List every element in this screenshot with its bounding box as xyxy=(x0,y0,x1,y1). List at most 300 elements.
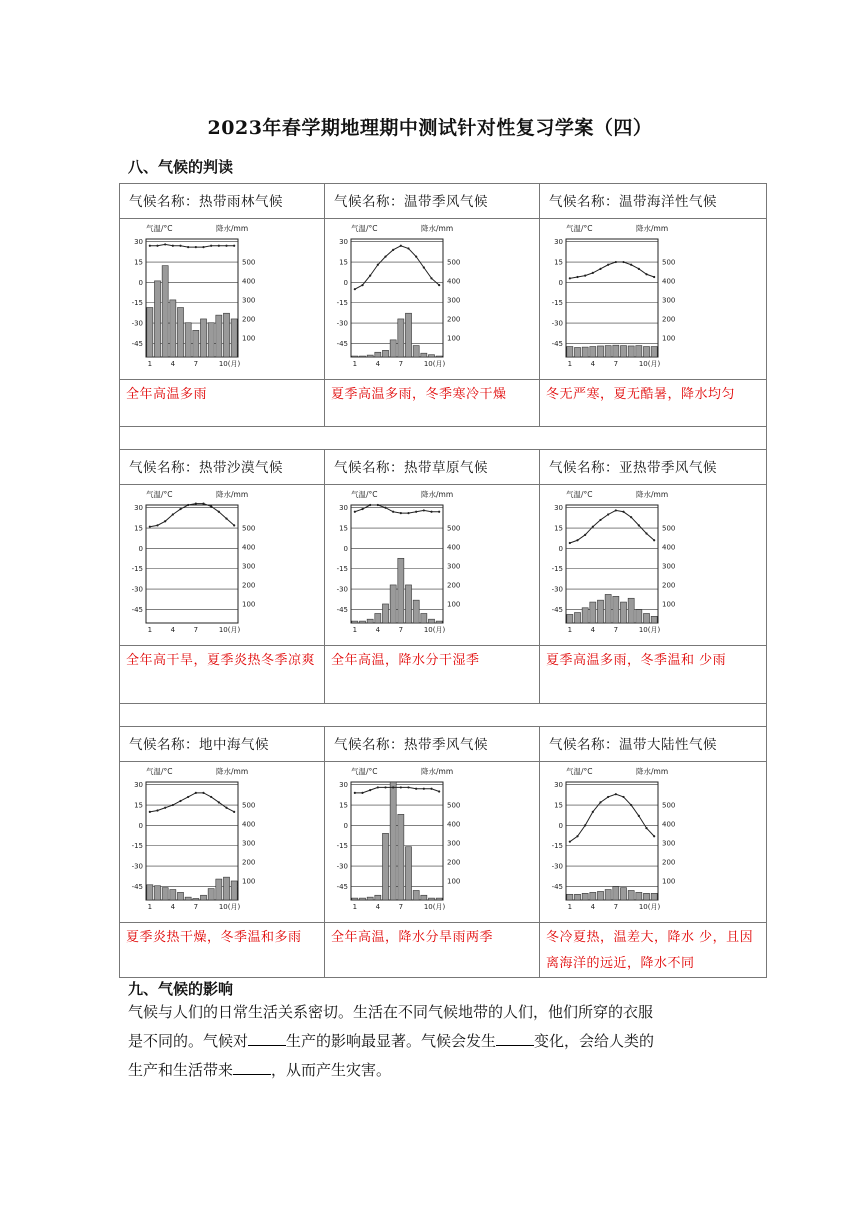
precip-bar xyxy=(590,602,596,623)
temperature-point xyxy=(179,800,181,802)
precip-tick-label: 100 xyxy=(447,600,461,609)
precip-tick-label: 400 xyxy=(447,277,461,286)
plot-frame xyxy=(351,239,443,357)
climograph xyxy=(325,762,525,912)
temp-tick-label: -15 xyxy=(551,842,563,851)
precip-bar xyxy=(567,614,573,623)
temperature-point xyxy=(430,277,432,279)
month-tick-label: 7 xyxy=(613,626,619,634)
temperature-point xyxy=(400,786,402,788)
temperature-point xyxy=(164,807,166,809)
precip-bar xyxy=(636,610,642,623)
precip-tick-label: 100 xyxy=(662,600,676,609)
precip-bar xyxy=(170,890,176,900)
precip-bar xyxy=(382,350,388,357)
temperature-point xyxy=(653,276,655,278)
blank-3[interactable] xyxy=(233,1060,271,1075)
precip-bar xyxy=(421,613,427,623)
month-tick-label: 4 xyxy=(375,360,381,368)
precip-axis-label: 降水/mm xyxy=(636,224,669,233)
climate-chart-cell xyxy=(325,219,540,380)
temperature-point xyxy=(361,792,363,794)
precip-tick-label: 500 xyxy=(662,524,676,533)
climograph xyxy=(540,219,740,369)
precip-bar xyxy=(231,881,237,900)
temperature-point xyxy=(615,509,617,511)
climate-name: 气候名称：亚热带季风气候 xyxy=(540,450,767,485)
temperature-point xyxy=(400,512,402,514)
temp-axis-label: 气温/°C xyxy=(351,767,378,776)
temperature-point xyxy=(423,509,425,511)
temperature-point xyxy=(202,246,204,248)
precip-bar xyxy=(413,600,419,623)
temperature-point xyxy=(369,275,371,277)
section-heading-climate-impact: 九、气候的影响 xyxy=(128,980,234,998)
precip-bar xyxy=(398,319,404,357)
precip-bar xyxy=(231,319,237,357)
month-tick-label: 10(月) xyxy=(638,903,661,911)
climate-description: 全年高温多雨 xyxy=(120,380,325,427)
temperature-point xyxy=(407,786,409,788)
temperature-point xyxy=(607,513,609,515)
precip-tick-label: 100 xyxy=(662,877,676,886)
precip-tick-label: 100 xyxy=(242,877,256,886)
climate-chart-cell xyxy=(120,485,325,646)
temp-tick-label: 30 xyxy=(554,781,563,790)
precip-tick-label: 500 xyxy=(242,801,256,810)
climograph xyxy=(120,762,320,912)
temperature-point xyxy=(645,273,647,275)
temperature-point xyxy=(225,807,227,809)
precip-bar xyxy=(382,604,388,623)
temp-tick-label: -15 xyxy=(336,565,348,574)
precip-tick-label: 400 xyxy=(242,277,256,286)
precip-tick-label: 400 xyxy=(242,820,256,829)
month-tick-label: 10(月) xyxy=(423,903,446,911)
month-tick-label: 4 xyxy=(170,360,176,368)
climate-description: 夏季炎热干燥，冬季温和多雨 xyxy=(120,923,325,978)
temp-tick-label: -30 xyxy=(551,862,563,871)
climograph xyxy=(120,219,320,369)
precip-bar xyxy=(628,346,634,357)
precip-tick-label: 400 xyxy=(662,277,676,286)
temp-tick-label: -15 xyxy=(551,299,563,308)
temp-tick-label: -30 xyxy=(551,585,563,594)
precip-bar xyxy=(590,892,596,900)
climate-chart-cell xyxy=(540,219,767,380)
temp-tick-label: -15 xyxy=(336,299,348,308)
temperature-point xyxy=(592,272,594,274)
temperature-point xyxy=(423,788,425,790)
precip-tick-label: 300 xyxy=(447,562,461,571)
temperature-point xyxy=(384,507,386,509)
temp-tick-label: -45 xyxy=(131,882,143,891)
temp-tick-label: 15 xyxy=(554,524,563,533)
temp-tick-label: 0 xyxy=(343,544,348,553)
precip-bar xyxy=(208,323,214,357)
temp-tick-label: 30 xyxy=(339,781,348,790)
temperature-point xyxy=(599,801,601,803)
precip-axis-label: 降水/mm xyxy=(216,767,249,776)
precip-bar xyxy=(193,898,199,900)
temperature-point xyxy=(415,788,417,790)
month-tick-label: 1 xyxy=(352,626,358,634)
precip-bar xyxy=(620,602,626,623)
month-tick-label: 1 xyxy=(567,903,573,911)
precip-bar xyxy=(405,847,411,900)
temperature-point xyxy=(195,503,197,505)
blank-2[interactable] xyxy=(496,1031,534,1046)
temp-tick-label: -45 xyxy=(551,339,563,348)
precip-bar xyxy=(170,300,176,357)
month-tick-label: 10(月) xyxy=(423,360,446,368)
temp-tick-label: 0 xyxy=(558,821,563,830)
precip-bar xyxy=(597,600,603,623)
temp-tick-label: -45 xyxy=(336,339,348,348)
temp-tick-label: -45 xyxy=(131,339,143,348)
precip-bar xyxy=(643,347,649,357)
climate-name: 气候名称：温带季风气候 xyxy=(325,184,540,219)
temp-tick-label: -15 xyxy=(131,299,143,308)
spacer-row xyxy=(120,427,767,450)
precip-bar xyxy=(636,892,642,900)
precip-bar xyxy=(643,893,649,900)
temp-tick-label: -30 xyxy=(131,319,143,328)
temperature-point xyxy=(392,249,394,251)
temperature-point xyxy=(187,796,189,798)
precip-bar xyxy=(162,266,168,357)
temperature-point xyxy=(438,790,440,792)
precip-bar xyxy=(367,897,373,900)
temperature-line xyxy=(150,504,234,527)
temperature-point xyxy=(156,524,158,526)
precip-bar xyxy=(574,347,580,357)
precip-bar xyxy=(154,281,160,357)
temperature-point xyxy=(415,256,417,258)
month-tick-label: 1 xyxy=(567,360,573,368)
precip-tick-label: 200 xyxy=(447,315,461,324)
plot-frame xyxy=(566,505,658,623)
precip-bar xyxy=(382,833,388,900)
climate-chart-cell xyxy=(120,219,325,380)
precip-bar xyxy=(405,313,411,357)
temperature-point xyxy=(164,520,166,522)
precip-bar xyxy=(620,888,626,900)
temperature-point xyxy=(599,268,601,270)
precip-axis-label: 降水/mm xyxy=(636,490,669,499)
temperature-point xyxy=(210,796,212,798)
temperature-point xyxy=(638,268,640,270)
climate-name: 气候名称：热带雨林气候 xyxy=(120,184,325,219)
temperature-point xyxy=(607,796,609,798)
precip-bar xyxy=(352,356,358,357)
climate-table xyxy=(119,183,767,978)
precip-tick-label: 100 xyxy=(447,877,461,886)
climate-description: 全年高温，降水分干湿季 xyxy=(325,646,540,704)
precip-bar xyxy=(216,315,222,357)
temperature-point xyxy=(149,811,151,813)
month-tick-label: 10(月) xyxy=(423,626,446,634)
temperature-point xyxy=(218,511,220,513)
temp-axis-label: 气温/°C xyxy=(351,224,378,233)
temperature-point xyxy=(172,513,174,515)
temperature-point xyxy=(630,804,632,806)
climate-description: 冬无严寒，夏无酷暑，降水均匀 xyxy=(540,380,767,427)
precip-tick-label: 300 xyxy=(242,296,256,305)
precip-bar xyxy=(185,323,191,357)
temperature-point xyxy=(354,511,356,513)
temperature-point xyxy=(584,534,586,536)
precip-bar xyxy=(200,319,206,357)
temperature-point xyxy=(187,246,189,248)
month-tick-label: 4 xyxy=(170,626,176,634)
temperature-point xyxy=(392,511,394,513)
temperature-point xyxy=(569,277,571,279)
precip-tick-label: 500 xyxy=(447,524,461,533)
temperature-line xyxy=(355,787,439,792)
precip-bar xyxy=(597,891,603,900)
temperature-point xyxy=(361,508,363,510)
temp-tick-label: 30 xyxy=(554,504,563,513)
plot-frame xyxy=(146,505,238,623)
precip-bar xyxy=(567,894,573,900)
precip-bar xyxy=(208,889,214,900)
temperature-line xyxy=(570,794,654,841)
precip-bar xyxy=(613,596,619,623)
temperature-point xyxy=(179,245,181,247)
temp-tick-label: 30 xyxy=(134,781,143,790)
temperature-line xyxy=(570,262,654,278)
precip-bar xyxy=(177,308,183,357)
temperature-point xyxy=(653,835,655,837)
precip-bar xyxy=(147,308,153,357)
temperature-point xyxy=(576,276,578,278)
precip-bar xyxy=(436,356,442,357)
blank-1[interactable] xyxy=(248,1031,286,1046)
temperature-point xyxy=(233,811,235,813)
precip-tick-label: 200 xyxy=(242,315,256,324)
precip-tick-label: 200 xyxy=(447,581,461,590)
climate-name: 气候名称：温带大陆性气候 xyxy=(540,727,767,762)
temperature-point xyxy=(569,542,571,544)
temp-tick-label: -30 xyxy=(131,585,143,594)
month-tick-label: 10(月) xyxy=(638,626,661,634)
precip-bar xyxy=(375,613,381,623)
precip-tick-label: 200 xyxy=(242,581,256,590)
precip-bar xyxy=(605,594,611,623)
climate-chart-cell xyxy=(540,762,767,923)
temperature-point xyxy=(354,288,356,290)
temp-tick-label: -45 xyxy=(551,882,563,891)
temperature-point xyxy=(392,786,394,788)
month-tick-label: 1 xyxy=(147,903,153,911)
precip-bar xyxy=(605,890,611,900)
precip-bar xyxy=(193,330,199,357)
precip-bar xyxy=(597,346,603,357)
temp-tick-label: -45 xyxy=(131,605,143,614)
temperature-line xyxy=(150,793,234,812)
precip-bar xyxy=(185,897,191,900)
precip-tick-label: 500 xyxy=(662,801,676,810)
precip-tick-label: 200 xyxy=(242,858,256,867)
plot-frame xyxy=(351,505,443,623)
temperature-point xyxy=(202,792,204,794)
precip-tick-label: 300 xyxy=(662,839,676,848)
temp-tick-label: 15 xyxy=(339,801,348,810)
temperature-point xyxy=(225,517,227,519)
temp-tick-label: -30 xyxy=(336,319,348,328)
precip-bar xyxy=(643,613,649,623)
climate-chart-cell xyxy=(325,485,540,646)
temperature-point xyxy=(354,792,356,794)
precip-bar xyxy=(359,621,365,623)
precip-tick-label: 100 xyxy=(242,334,256,343)
temperature-point xyxy=(438,511,440,513)
precip-tick-label: 200 xyxy=(662,858,676,867)
precip-bar xyxy=(605,346,611,357)
temperature-point xyxy=(233,245,235,247)
precip-bar xyxy=(216,879,222,900)
temp-tick-label: -45 xyxy=(551,605,563,614)
precip-bar xyxy=(421,353,427,357)
precip-tick-label: 300 xyxy=(447,839,461,848)
month-tick-label: 10(月) xyxy=(218,626,241,634)
temp-axis-label: 气温/°C xyxy=(146,490,173,499)
temperature-point xyxy=(430,788,432,790)
temperature-point xyxy=(599,519,601,521)
temp-axis-label: 气温/°C xyxy=(566,490,593,499)
temp-tick-label: 30 xyxy=(339,504,348,513)
precip-bar xyxy=(613,345,619,357)
precip-tick-label: 100 xyxy=(447,334,461,343)
precip-tick-label: 400 xyxy=(242,543,256,552)
temperature-line xyxy=(570,510,654,543)
month-tick-label: 1 xyxy=(147,626,153,634)
temperature-point xyxy=(638,524,640,526)
precip-bar xyxy=(352,898,358,900)
month-tick-label: 4 xyxy=(170,903,176,911)
temperature-point xyxy=(225,245,227,247)
precip-axis-label: 降水/mm xyxy=(216,224,249,233)
precip-bar xyxy=(628,890,634,900)
climograph xyxy=(325,219,525,369)
month-tick-label: 1 xyxy=(352,360,358,368)
precip-bar xyxy=(574,613,580,623)
temp-tick-label: 0 xyxy=(138,821,143,830)
precip-bar xyxy=(436,898,442,900)
temperature-point xyxy=(607,264,609,266)
temperature-point xyxy=(622,261,624,263)
temperature-point xyxy=(630,264,632,266)
precip-bar xyxy=(574,894,580,900)
plot-frame xyxy=(351,782,443,900)
precip-tick-label: 100 xyxy=(662,334,676,343)
para-line-1: 气候与人们的日常生活关系密切。生活在不同气候地带的人们，他们所穿的衣服 xyxy=(128,1003,654,1021)
temp-tick-label: 0 xyxy=(343,821,348,830)
temperature-point xyxy=(438,284,440,286)
temperature-point xyxy=(195,792,197,794)
month-tick-label: 7 xyxy=(398,903,404,911)
precip-tick-label: 400 xyxy=(447,820,461,829)
temperature-point xyxy=(210,505,212,507)
month-tick-label: 7 xyxy=(193,360,199,368)
temp-tick-label: 15 xyxy=(134,258,143,267)
climate-description: 夏季高温多雨，冬季寒冷干燥 xyxy=(325,380,540,427)
temperature-point xyxy=(576,539,578,541)
temperature-line xyxy=(150,244,234,247)
temperature-point xyxy=(622,511,624,513)
temp-tick-label: 15 xyxy=(339,258,348,267)
precip-tick-label: 300 xyxy=(662,296,676,305)
temp-axis-label: 气温/°C xyxy=(146,767,173,776)
temperature-point xyxy=(233,524,235,526)
section-heading-climate-reading: 八、气候的判读 xyxy=(128,158,234,176)
temperature-point xyxy=(653,539,655,541)
climograph xyxy=(325,485,525,635)
temperature-point xyxy=(569,841,571,843)
temperature-line xyxy=(355,505,439,513)
precip-bar xyxy=(390,585,396,623)
precip-bar xyxy=(375,352,381,357)
temperature-point xyxy=(187,504,189,506)
precip-bar xyxy=(436,621,442,623)
precip-bar xyxy=(177,892,183,900)
precip-tick-label: 500 xyxy=(242,524,256,533)
temperature-point xyxy=(149,245,151,247)
temp-tick-label: -30 xyxy=(131,862,143,871)
month-tick-label: 7 xyxy=(193,903,199,911)
climograph xyxy=(120,485,320,635)
temp-tick-label: 15 xyxy=(134,524,143,533)
temp-tick-label: 30 xyxy=(339,238,348,247)
temperature-point xyxy=(361,284,363,286)
temperature-point xyxy=(172,245,174,247)
temp-tick-label: -45 xyxy=(336,605,348,614)
temperature-point xyxy=(369,504,371,506)
precip-axis-label: 降水/mm xyxy=(636,767,669,776)
temperature-point xyxy=(592,811,594,813)
temperature-point xyxy=(377,264,379,266)
temperature-point xyxy=(630,516,632,518)
precip-bar xyxy=(620,346,626,357)
month-tick-label: 7 xyxy=(613,903,619,911)
temperature-point xyxy=(576,835,578,837)
para-line-3: 生产和生活带来 ，从而产生灾害。 xyxy=(128,1061,392,1079)
climate-chart-cell xyxy=(120,762,325,923)
precip-bar xyxy=(428,355,434,357)
temperature-point xyxy=(400,245,402,247)
temp-tick-label: 30 xyxy=(554,238,563,247)
month-tick-label: 1 xyxy=(567,626,573,634)
precip-bar xyxy=(375,895,381,900)
temp-tick-label: 15 xyxy=(554,801,563,810)
temp-tick-label: 0 xyxy=(558,278,563,287)
month-tick-label: 4 xyxy=(590,903,596,911)
climate-name: 气候名称：热带沙漠气候 xyxy=(120,450,325,485)
precip-bar xyxy=(651,347,657,357)
precip-bar xyxy=(154,886,160,900)
precip-bar xyxy=(421,895,427,900)
temperature-point xyxy=(195,246,197,248)
temperature-point xyxy=(615,261,617,263)
month-tick-label: 4 xyxy=(375,903,381,911)
precip-bar xyxy=(162,888,168,900)
temp-axis-label: 气温/°C xyxy=(146,224,173,233)
temperature-point xyxy=(210,245,212,247)
month-tick-label: 1 xyxy=(147,360,153,368)
precip-tick-label: 200 xyxy=(662,581,676,590)
temp-tick-label: 15 xyxy=(339,524,348,533)
